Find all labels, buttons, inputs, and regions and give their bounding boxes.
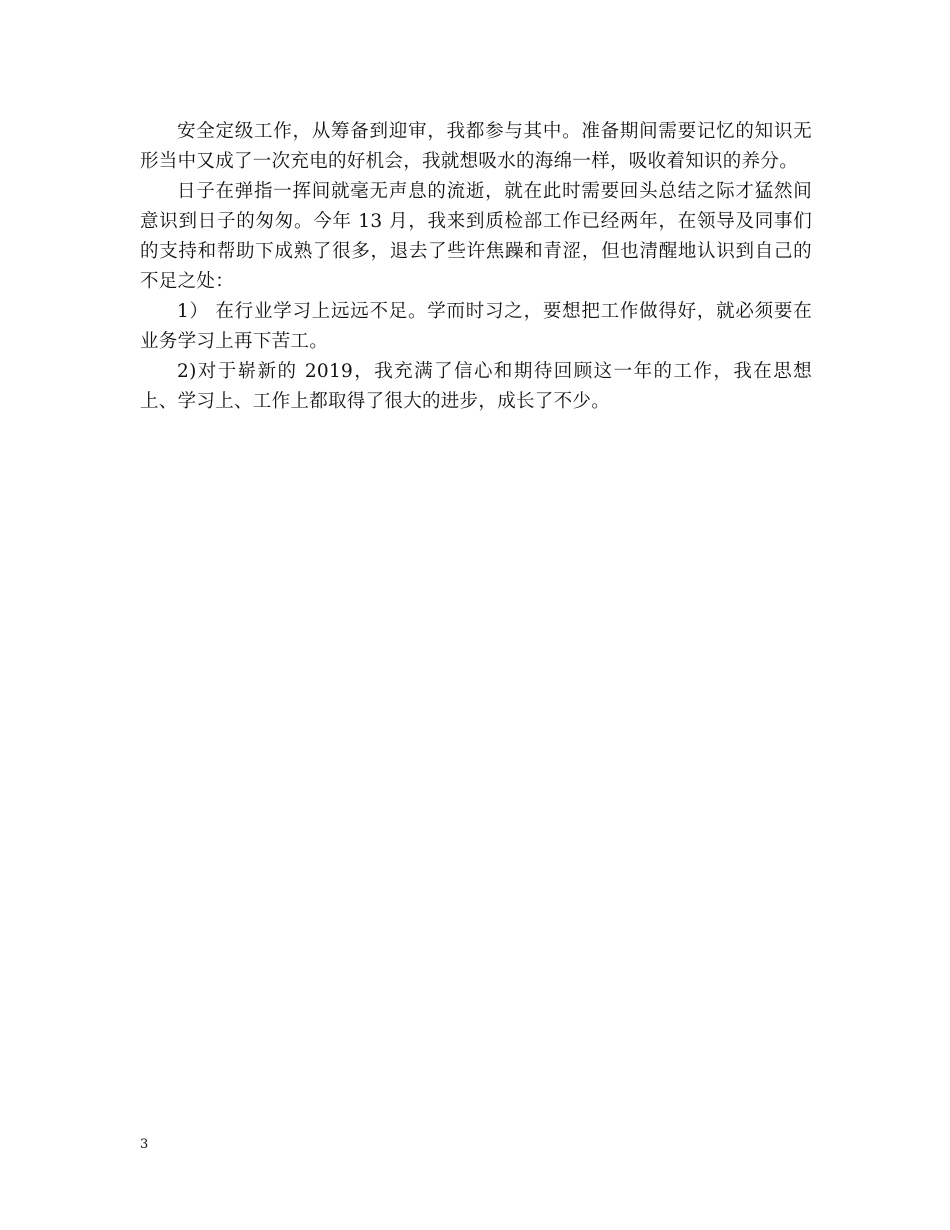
- body-text: [140, 117, 812, 417]
- paragraph-point-1: 1） 在行业学习上远远不足。学而时习之，要想把工作做得好，就必须要在业务学习上再下苦工。: [140, 301, 812, 352]
- paragraph-reflection: 日子在弹指一挥间就毫无声息的流逝，就在此时需要回头总结之际才猛然间意识到日子的匆匆。今年 13 月，我来到质检部工作已经两年，在领导及同事们的支持和帮助下成熟了很多，退去了些许焦躁和青涩，但也清醒地认识到自己的不足之处：: [140, 181, 812, 292]
- page-number: 3: [140, 1137, 149, 1152]
- paragraph-point-2: 2)对于崭新的 2019，我充满了信心和期待回顾这一年的工作，我在思想上、学习上、工作上都取得了很大的进步，成长了不少。: [140, 361, 812, 412]
- paragraph-safety-rating: 安全定级工作，从筹备到迎审，我都参与其中。准备期间需要记忆的知识无形当中又成了一次充电的好机会，我就想吸水的海绵一样，吸收着知识的养分。: [140, 121, 812, 172]
